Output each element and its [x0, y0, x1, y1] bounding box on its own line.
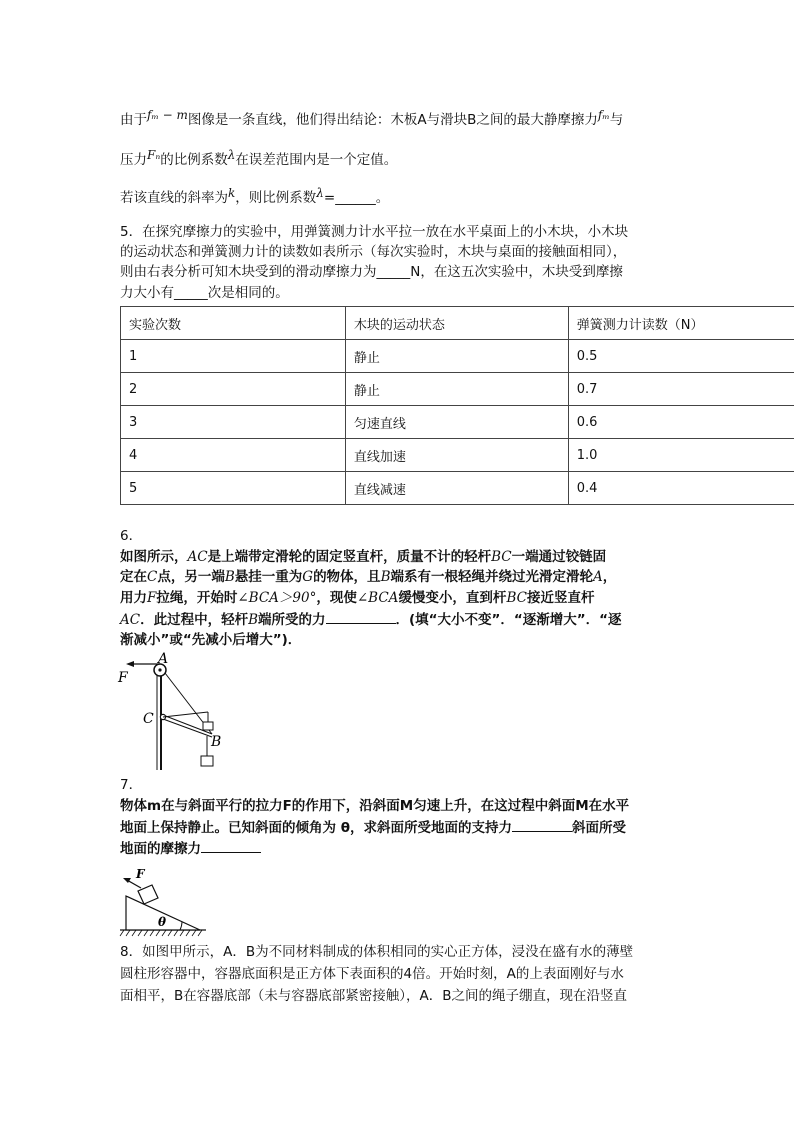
- label-f: F: [118, 670, 128, 686]
- q5-line-1: 5．在探究摩擦力的实验中，用弹簧测力计水平拉一放在水平桌面上的小木块，小木块: [120, 224, 629, 240]
- upper-block: [203, 722, 213, 730]
- q4-formula-fm: fₘ: [597, 108, 610, 122]
- label-theta: θ: [158, 915, 167, 929]
- table-cell: 1: [121, 340, 346, 373]
- q4-formula-k: k: [228, 186, 236, 200]
- q6-pulley-rod-figure: [112, 652, 232, 772]
- q6-number: 6．: [120, 528, 143, 544]
- table-cell: 0.7: [568, 373, 794, 406]
- q4-text: ，则比例系数: [235, 190, 317, 206]
- table-header-cell: 木块的运动状态: [345, 307, 568, 340]
- table-cell: 2: [121, 373, 346, 406]
- table-cell: 0.5: [568, 340, 794, 373]
- table-cell: 1.0: [568, 439, 794, 472]
- q7-line-3: [120, 838, 261, 859]
- table-row: [121, 406, 794, 439]
- q4-answer-blank: =______。: [323, 190, 390, 206]
- q6-text: 端系有一根轻绳并绕过光滑定滑轮: [390, 569, 593, 585]
- force-f-line: [127, 880, 141, 888]
- table-cell: 5: [121, 472, 346, 505]
- q8-line-3: 面相平，B在容器底部（未与容器底部紧密接触），A．B之间的绳子绷直，现在沿竖直: [120, 988, 628, 1004]
- q6-symbol: BC: [491, 549, 512, 565]
- q6-line-1: [120, 547, 606, 567]
- q4-text: 压力: [120, 152, 147, 168]
- q6-symbol: A: [592, 569, 603, 585]
- q6-text: 悬挂一重为: [234, 569, 303, 585]
- q7-friction-blank[interactable]: [201, 838, 261, 853]
- q7-support-force-blank[interactable]: [512, 817, 572, 832]
- q4-formula-lambda: λ: [316, 186, 324, 200]
- q6-symbol: BC: [506, 590, 527, 606]
- q4-formula-fm-m: fₘ − m: [147, 108, 188, 122]
- q6-answer-blank[interactable]: [326, 609, 396, 624]
- q7-text: 地面上保持静止。已知斜面的倾角为 θ，求斜面所受地面的支持力: [120, 820, 512, 836]
- q6-text: 缓慢变小，直到杆: [398, 590, 507, 606]
- q5-data-table: [120, 306, 794, 505]
- table-cell: 静止: [345, 340, 568, 373]
- support-line: [163, 712, 208, 717]
- table-cell: 0.4: [568, 472, 794, 505]
- q6-line-5: 渐减小”或“先减小后增大”)．: [120, 632, 302, 648]
- q7-line-2: [120, 817, 626, 838]
- q5-line-3: 则由右表分析可知木块受到的滑动摩擦力为_____N，在这五次实验中，木块受到摩擦: [120, 264, 623, 280]
- q4-text: 图像是一条直线，他们得出结论：木板A与滑块B之间的最大静摩擦力: [187, 112, 598, 128]
- table-header-cell: 弹簧测力计读数（N）: [568, 307, 794, 340]
- table-cell: 直线加速: [345, 439, 568, 472]
- q6-text: 是上端带定滑轮的固定竖直杆，质量不计的轻杆: [207, 549, 492, 565]
- table-header-row: [121, 307, 794, 340]
- q6-text: 接近竖直杆: [526, 590, 595, 606]
- q4-text: 的比例系数: [160, 152, 228, 168]
- q6-text: 如图所示，: [120, 549, 188, 565]
- q6-text: ．此过程中，轻杆: [140, 612, 249, 628]
- table-cell: 0.6: [568, 406, 794, 439]
- table-row: [121, 373, 794, 406]
- table-cell: 静止: [345, 373, 568, 406]
- table-cell: 3: [121, 406, 346, 439]
- q4-formula-lambda: λ: [227, 148, 236, 162]
- q4-text: 若该直线的斜率为: [120, 190, 228, 206]
- q7-text: 地面的摩擦力: [120, 841, 201, 857]
- table-cell: 4: [121, 439, 346, 472]
- q4-text: 在误差范围内是一个定值。: [235, 152, 398, 168]
- q5-line-4: 力大小有_____次是相同的。: [120, 285, 289, 301]
- q7-text: 斜面所受: [571, 820, 626, 836]
- q6-symbol: C: [147, 569, 158, 585]
- q6-text: 的物体，且: [313, 569, 381, 585]
- q7-number: 7．: [120, 777, 143, 793]
- q6-text: ．(填“大小不变”．“逐渐增大”．“逐: [395, 612, 622, 628]
- q4-line-2: [120, 150, 397, 170]
- q6-text: ，现使: [316, 590, 357, 606]
- q6-line-3: [120, 588, 594, 608]
- force-f-arrowhead: [126, 661, 134, 667]
- label-b: B: [211, 734, 222, 750]
- q6-symbol: AC: [120, 612, 141, 628]
- q4-line-3: [120, 188, 389, 208]
- q6-text: 定在: [120, 569, 147, 585]
- q6-line-4: [120, 609, 622, 630]
- q8-line-1: 8．如图甲所示，A．B为不同材料制成的体积相同的实心正方体，浸没在盛有水的薄壁: [120, 944, 634, 960]
- q6-symbol: F: [147, 590, 157, 606]
- q6-text: 用力: [120, 590, 147, 606]
- q6-symbol: B: [380, 569, 391, 585]
- q6-text: 端所受的力: [258, 612, 326, 628]
- q6-symbol: AC: [187, 549, 208, 565]
- q6-text: 拉绳，开始时: [156, 590, 238, 606]
- q4-text: 与: [609, 112, 624, 128]
- q6-symbol: ∠BCA＞90°: [237, 590, 317, 606]
- q4-formula-fn: Fₙ: [147, 148, 161, 162]
- weight-block: [201, 756, 213, 766]
- pulley-axle: [158, 668, 161, 671]
- q6-text: 一端通过铰链固: [511, 549, 607, 565]
- q6-symbol: G: [302, 569, 314, 585]
- q5-line-2: 的运动状态和弹簧测力计的读数如表所示（每次实验时，木块与桌面的接触面相同），: [120, 244, 627, 260]
- table-row: [121, 340, 794, 373]
- table-cell: 匀速直线: [345, 406, 568, 439]
- q6-text: 点，另一端: [157, 569, 225, 585]
- ground-hatch: [120, 930, 202, 936]
- q7-incline-figure: [118, 866, 210, 938]
- label-c: C: [143, 711, 154, 727]
- q4-text: 由于: [120, 112, 147, 128]
- q6-symbol: B: [248, 612, 259, 628]
- q7-line-1: 物体m在与斜面平行的拉力F的作用下，沿斜面M匀速上升，在这过程中斜面M在水平: [120, 798, 630, 814]
- label-a: A: [158, 652, 169, 667]
- table-cell: 直线减速: [345, 472, 568, 505]
- q6-line-2: [120, 567, 616, 587]
- q8-line-2: 圆柱形容器中，容器底面积是正方体下表面积的4倍。开始时刻，A的上表面刚好与水: [120, 966, 624, 982]
- q6-text: ，: [602, 569, 617, 585]
- table-row: [121, 439, 794, 472]
- table-row: [121, 472, 794, 505]
- label-f: F: [136, 867, 145, 881]
- q4-line-1: [120, 110, 623, 130]
- table-header-cell: 实验次数: [121, 307, 346, 340]
- q6-symbol: B: [224, 569, 235, 585]
- q6-symbol: ∠BCA: [356, 590, 399, 606]
